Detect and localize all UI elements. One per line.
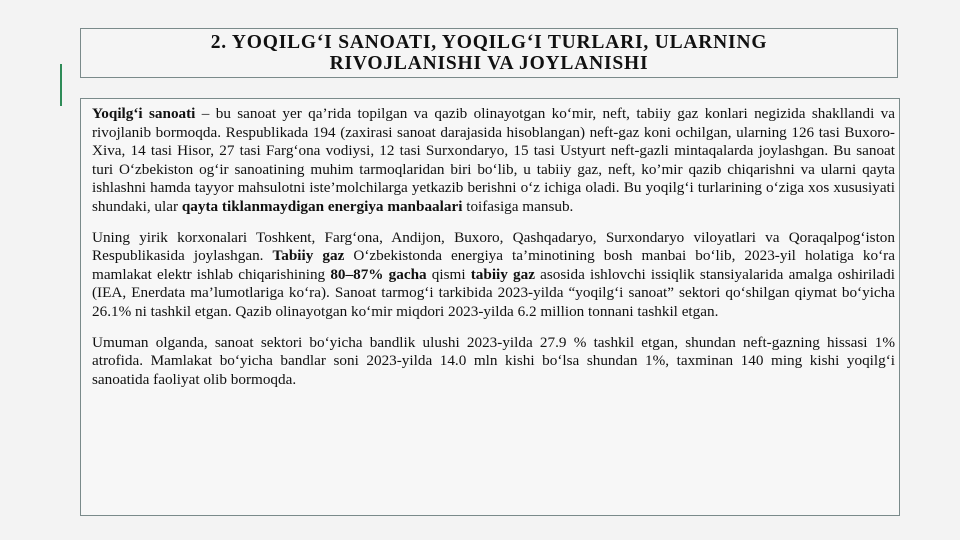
paragraph-2-text-4: asosida ishlovchi issiqlik stansiyalarida amalga oshiriladi (IEA, Enerdata ma’lumotlariga ko‘ra). Sanoat tarmog‘i tarkibida 2023-yilda “yoqilg‘i sanoat” sektori qo‘shilgan qiymat bo‘yicha 26.1% ni tashkil etgan. Qazib olinayotgan ko‘mir miqdori 2023-yilda 6.2 million tonnani tashkil etgan. xyxy=(92,265,895,320)
content-box xyxy=(80,98,900,516)
paragraph-1 xyxy=(92,105,895,217)
paragraph-2-bold-3: tabiiy gaz xyxy=(470,265,535,283)
paragraph-3-text-1: Umuman olganda, sanoat sektori bo‘yicha bandlik ulushi 2023-yilda 27.9 % tashkil etgan, shundan neft-gazning hissasi 1% atrofida. Mamlakat bo‘yicha bandlar soni 2023-yilda 14.0 mln kishi bo‘lsa shundan 1%, taxminan 140 ming kishi yoqilg‘i sanoatida faoliyat olib bormoqda. xyxy=(92,333,895,388)
paragraph-2-bold-1: Tabiiy gaz xyxy=(272,247,345,265)
paragraph-2 xyxy=(92,229,895,322)
paragraph-2-bold-2: 80–87% gacha xyxy=(330,265,427,283)
paragraph-1-text-1: – bu sanoat yer qa’rida topilgan va qazib olinayotgan ko‘mir, neft, tabiiy gaz konlari negizida shakllandi va rivojlanib bormoqda. Respublikada 194 (zaxirasi sanoat darajasida hisoblangan) neft-gaz koni ochilgan, ularning 126 tasi Buxoro-Xiva, 14 tasi Hisor, 27 tasi Farg‘ona vodiysi, 12 tasi Surxondaryo, 15 tasi Ustyurt neft-gazli mintaqalarda joylashgan. Bu sanoat turi O‘zbekiston og‘ir sanoatining muhim tarmoqlaridan biri bo‘lib, u tabiiy gaz, neft, ko’mir qazib chiqarishni va ularni qayta ishlashni hamda tayyor mahsulotni iste’molchilarga yetkazib berishni o‘z ichiga oladi. Bu yoqilg‘i turlarining o‘ziga xos xususiyati shundaki, ular xyxy=(92,105,895,215)
paragraph-1-bold-1: qayta tiklanmaydigan energiya manbaalari xyxy=(181,197,463,215)
title-box xyxy=(80,28,898,78)
term-yoqilgi-sanoati: Yoqilg‘i sanoati xyxy=(92,105,196,122)
paragraph-3 xyxy=(92,334,895,390)
paragraph-1-text-2: toifasiga mansub. xyxy=(462,197,574,215)
paragraph-2-text-3: qismi xyxy=(426,265,471,283)
accent-line xyxy=(60,64,62,106)
paragraph-2-text-1: Uning yirik korxonalari Toshkent, Farg‘ona, Andijon, Buxoro, Qashqadaryo, Surxondaryo viloyatlari va Qoraqalpog‘iston Respublikasida joylashgan. xyxy=(92,228,895,265)
title-line-1: 2. YOQILG‘I SANOATI, YOQILG‘I TURLARI, ULARNING xyxy=(210,32,768,53)
title-line-2: RIVOJLANISHI VA JOYLANISHI xyxy=(329,53,649,74)
paragraph-2-text-2: O‘zbekistonda energiya ta’minotining bosh manbai bo‘lib, 2023-yil holatiga ko‘ra mamlakat elektr ishlab chiqarishining xyxy=(92,247,895,283)
